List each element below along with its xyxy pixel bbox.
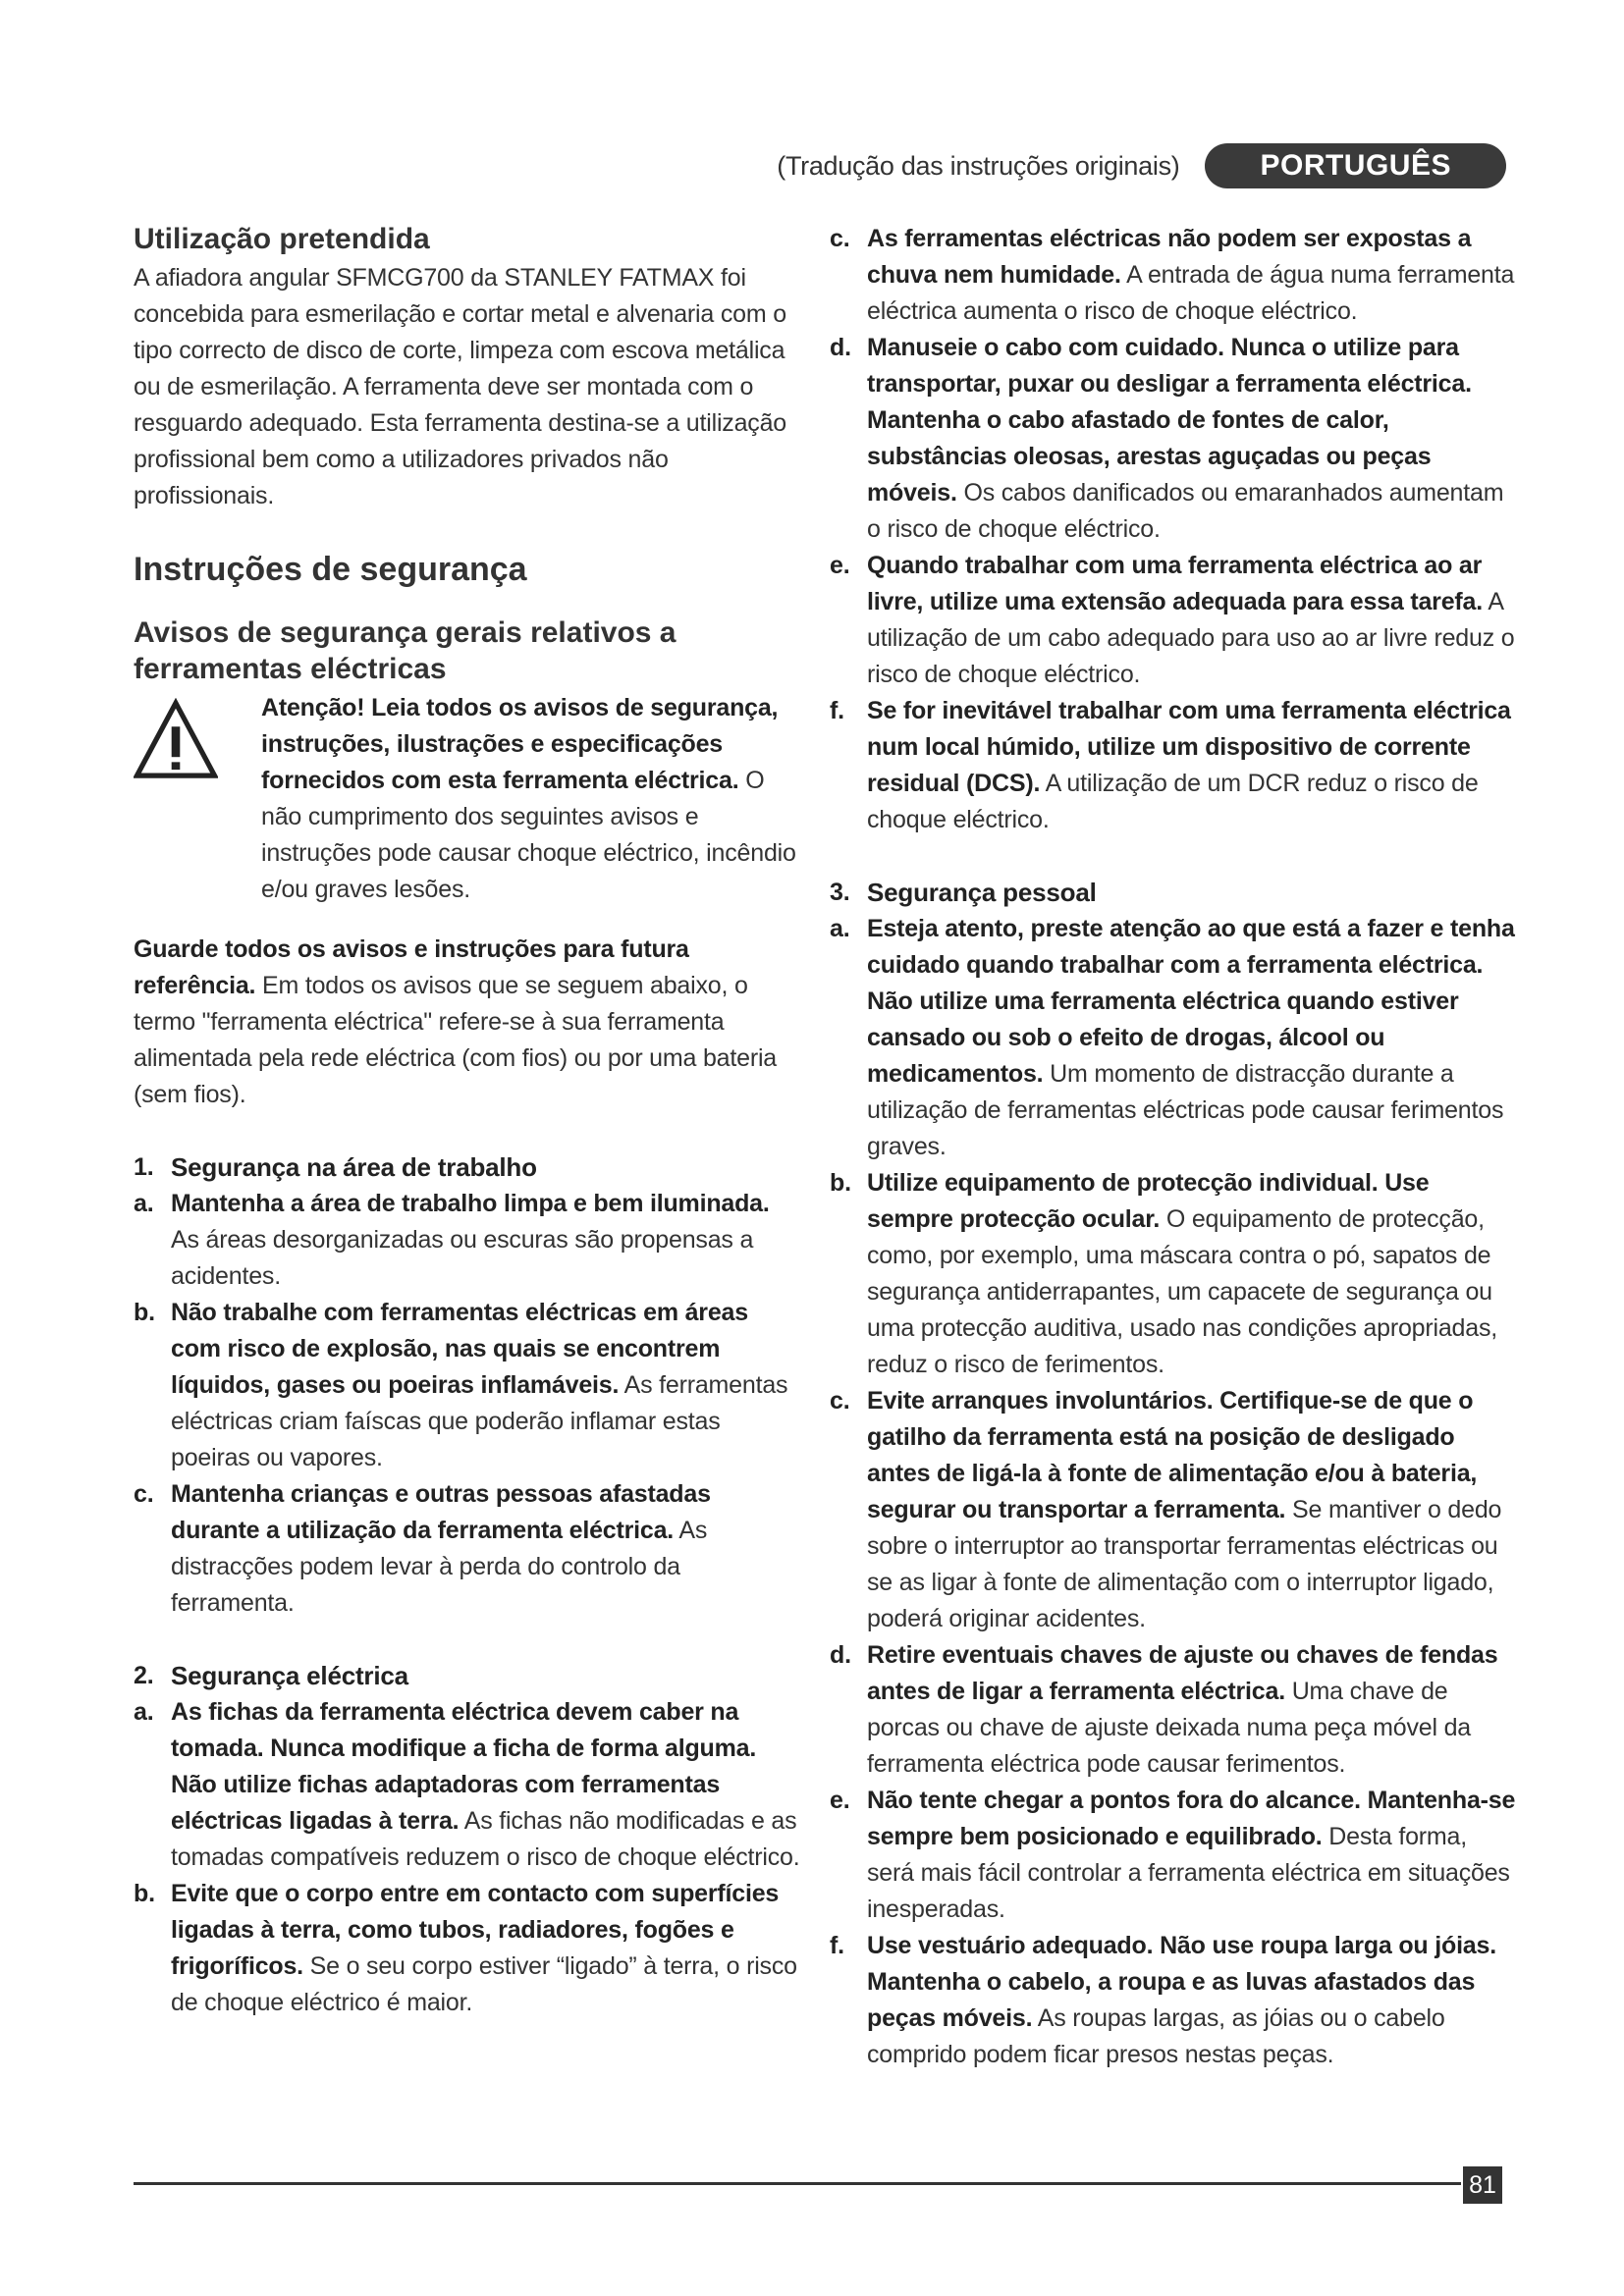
list-item: c. Mantenha crianças e outras pessoas afastadas durante a utilização da ferramenta eléctrica. As distracções podem levar à perda do controlo da ferramenta. [134,1480,711,1617]
safety-instructions-title: Instruções de segurança [134,551,527,588]
section-heading: 2. Segurança eléctrica [134,1661,408,1690]
translation-note: (Tradução das instruções originais) [777,150,1180,181]
right-column [830,221,1517,2073]
list-item: c. As ferramentas eléctricas não podem ser expostas a chuva nem humidade. A entrada de água numa ferramenta eléctrica aumenta o risco de choque eléctrico. [830,225,1515,325]
keep-instructions [134,932,801,1113]
list-item: b. Não trabalhe com ferramentas eléctricas em áreas com risco de explosão, nas quais se encontrem líquidos, gases ou poeiras inflamáveis. As ferramentas eléctricas criam faíscas que poderão inflamar estas poeiras ou vapores. [134,1299,788,1471]
warning-block [134,690,801,908]
list-item: b. Evite que o corpo entre em contacto com superfícies ligadas à terra, como tubos, radiadores, fogões e frigoríficos. Se o seu corpo estiver “ligado” à terra, o risco de choque eléctrico é maior. [134,1880,797,2016]
section-heading: 1. Segurança na área de trabalho [134,1152,537,1182]
section-heading: 3. Segurança pessoal [830,878,1097,907]
section-electrical-safety-cont [830,221,1517,838]
list-item: e. Não tente chegar a pontos fora do alcance. Mantenha-se sempre bem posicionado e equilibrado. Desta forma, será mais fácil controlar a ferramenta eléctrica em situações inesperadas. [830,1787,1516,1923]
intended-use-text: A afiadora angular SFMCG700 da STANLEY FATMAX foi concebida para esmerilação e cortar metal e alvenaria com o tipo correcto de disco de corte, limpeza com escova metálica ou de esmerilação. A ferramenta deve ser montada com o resguardo adequado. Esta ferramenta destina-se a utilização profissional bem como a utilizadores privados não profissionais. [134,264,787,509]
list-item: d. Retire eventuais chaves de ajuste ou chaves de fendas antes de ligar a ferramenta eléctrica. Uma chave de porcas ou chave de ajuste deixada numa peça móvel da ferramenta eléctrica pode causar ferimentos. [830,1641,1498,1778]
keep-instructions-bold: Guarde todos os avisos e instruções para futura referência. [134,935,689,999]
language-badge: PORTUGUÊS [1205,143,1506,188]
section-electrical-safety [134,1658,801,2021]
warning-triangle-icon [134,698,218,782]
left-column [134,221,801,2021]
general-warnings-title: Avisos de segurança gerais relativos a ferramentas eléctricas [134,616,677,685]
warning-text [261,690,801,908]
page-header [777,143,1506,188]
section-work-area [134,1149,801,1622]
list-item: b. Utilize equipamento de protecção individual. Use sempre protecção ocular. O equipamento de protecção, como, por exemplo, uma máscara contra o pó, sapatos de segurança antiderrapantes, um capacete de segurança ou uma protecção auditiva, usado nas condições apropriadas, reduz o risco de ferimentos. [830,1169,1497,1378]
warning-bold-text: Atenção! Leia todos os avisos de segurança, instruções, ilustrações e especificações fornecidos com esta ferramenta eléctrica. [261,694,779,794]
list-item: e. Quando trabalhar com uma ferramenta eléctrica ao ar livre, utilize uma extensão adequada para essa tarefa. A utilização de um cabo adequado para uso ao ar livre reduz o risco de choque eléctrico. [830,552,1515,688]
list-item: f. Use vestuário adequado. Não use roupa larga ou jóias. Mantenha o cabelo, a roupa e as luvas afastados das peças móveis. As roupas largas, as jóias ou o cabelo comprido podem ficar presos nestas peças. [830,1932,1496,2068]
keep-instructions-text: Em todos os avisos que se seguem abaixo, o termo "ferramenta eléctrica" refere-se à sua ferramenta alimentada pela rede eléctrica (com fios) ou por uma bateria (sem fios). [134,972,778,1108]
section-personal-safety [830,875,1517,2073]
intended-use-title: Utilização pretendida [134,223,430,255]
list-item: a. Mantenha a área de trabalho limpa e bem iluminada. As áreas desorganizadas ou escuras são propensas a acidentes. [134,1190,770,1290]
page-number: 81 [1463,2166,1502,2204]
list-item: d. Manuseie o cabo com cuidado. Nunca o utilize para transportar, puxar ou desligar a ferramenta eléctrica. Mantenha o cabo afastado de fontes de calor, substâncias oleosas, arestas aguçadas ou peças móveis. Os cabos danificados ou emaranhados aumentam o risco de choque eléctrico. [830,334,1504,543]
warning-body-text: O não cumprimento dos seguintes avisos e instruções pode causar choque eléctrico, incêndio e/ou graves lesões. [261,767,796,903]
list-item: f. Se for inevitável trabalhar com uma ferramenta eléctrica num local húmido, utilize um dispositivo de corrente residual (DCS). A utilização de um DCR reduz o risco de choque eléctrico. [830,697,1511,833]
footer-rule [134,2182,1461,2185]
list-item: c. Evite arranques involuntários. Certifique-se de que o gatilho da ferramenta está na posição de desligado antes de ligá-la à fonte de alimentação e/ou à bateria, segurar ou transportar a ferramenta. Se mantiver o dedo sobre o interruptor ao transportar ferramentas eléctricas ou se as ligar à fonte de alimentação com o interruptor ligado, poderá originar acidentes. [830,1387,1502,1632]
list-item: a. As fichas da ferramenta eléctrica devem caber na tomada. Nunca modifique a ficha de forma alguma. Não utilize fichas adaptadoras com ferramentas eléctricas ligadas à terra. As fichas não modificadas e as tomadas compatíveis reduzem o risco de choque eléctrico. [134,1698,800,1871]
list-item: a. Esteja atento, preste atenção ao que está a fazer e tenha cuidado quando trabalhar com a ferramenta eléctrica. Não utilize uma ferramenta eléctrica quando estiver cansado ou sob o efeito de drogas, álcool ou medicamentos. Um momento de distracção durante a utilização de ferramentas eléctricas pode causar ferimentos graves. [830,915,1515,1160]
